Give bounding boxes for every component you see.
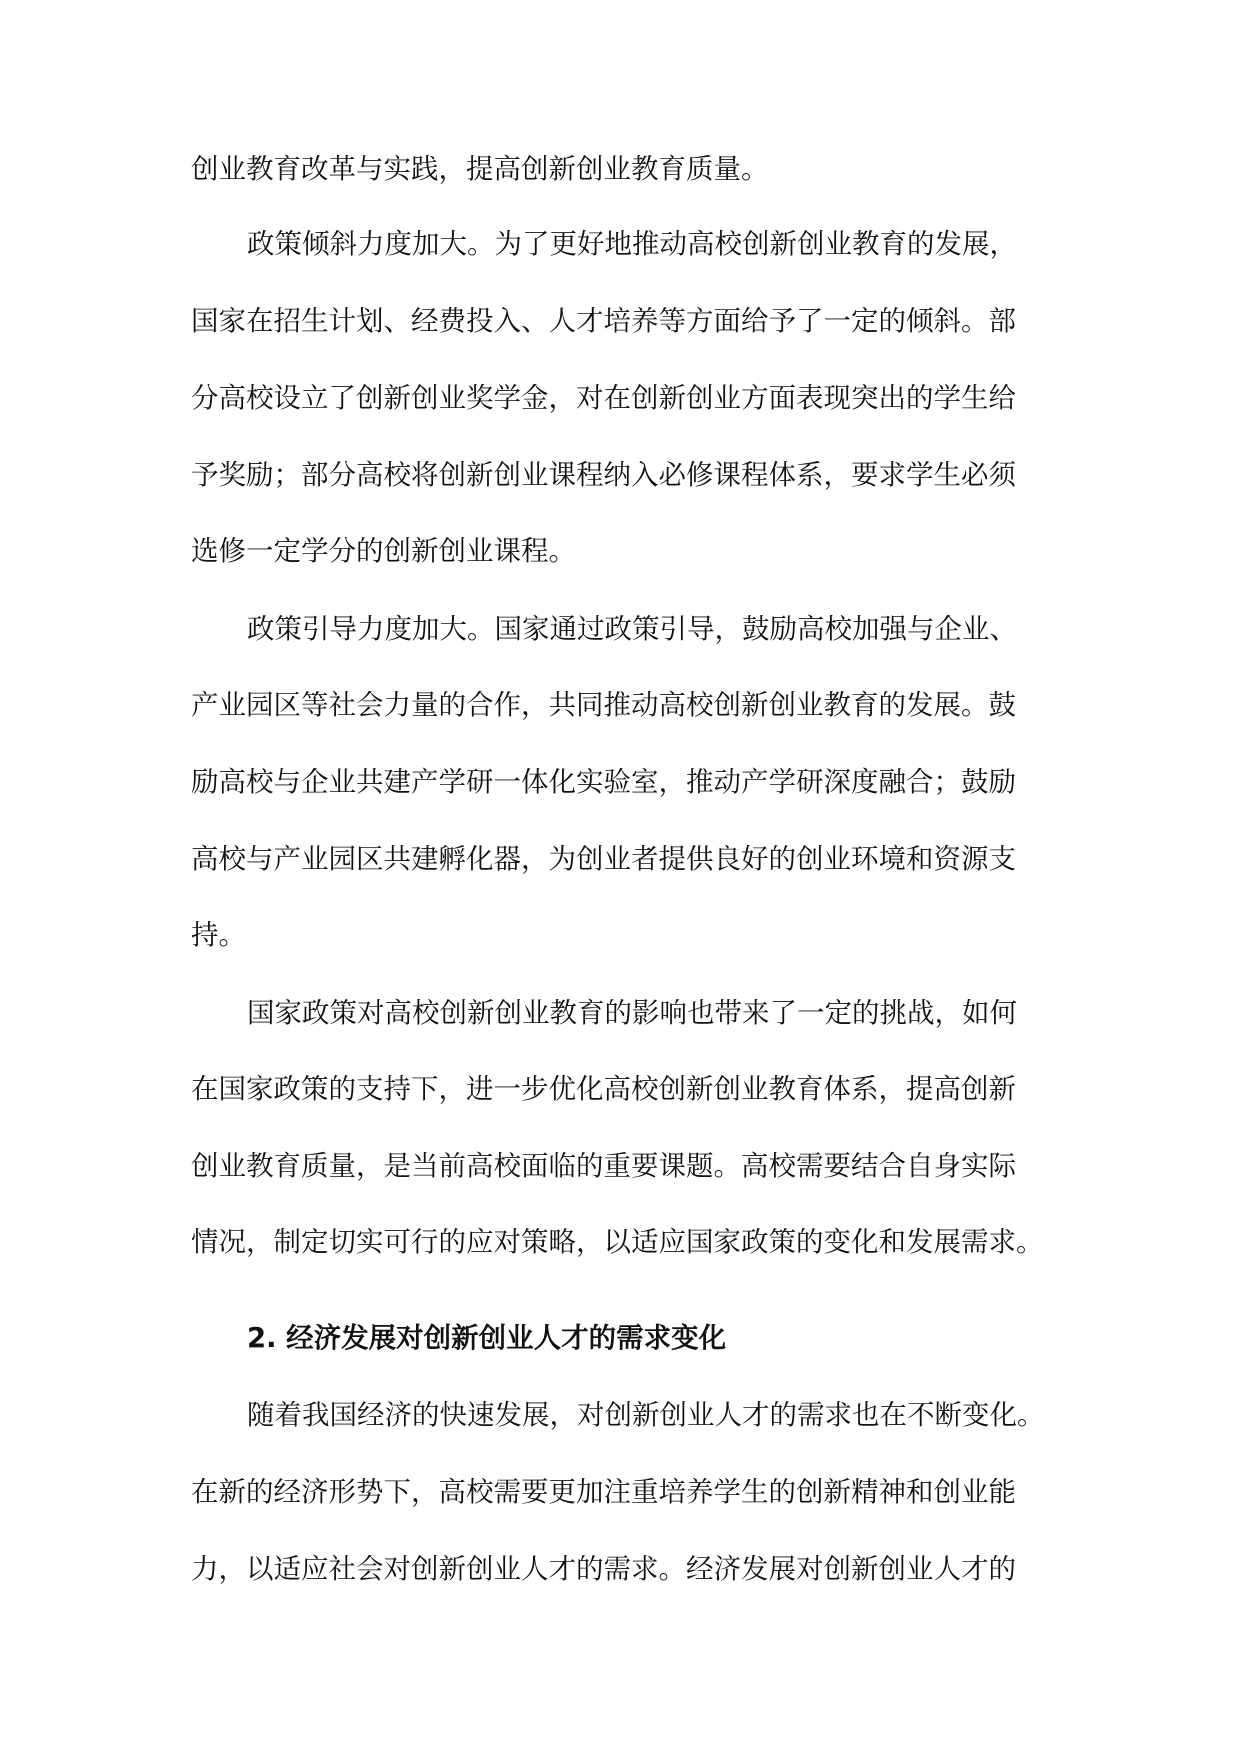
text-line: 随着我国经济的快速发展，对创新创业人才的需求也在不断变化。	[247, 1399, 1045, 1431]
text-line: 分高校设立了创新创业奖学金，对在创新创业方面表现突出的学生给	[191, 382, 1016, 414]
text-line: 创业教育改革与实践，提高创新创业教育质量。	[191, 153, 769, 185]
text-line: 国家在招生计划、经费投入、人才培养等方面给予了一定的倾斜。部	[191, 305, 1016, 337]
text-line: 力，以适应社会对创新创业人才的需求。经济发展对创新创业人才的	[191, 1553, 1016, 1585]
text-line: 创业教育质量，是当前高校面临的重要课题。高校需要结合自身实际	[191, 1150, 1016, 1182]
text-line: 高校与产业园区共建孵化器，为创业者提供良好的创业环境和资源支	[191, 843, 1016, 875]
text-line: 在国家政策的支持下，进一步优化高校创新创业教育体系，提高创新	[191, 1073, 1016, 1105]
text-line: 励高校与企业共建产学研一体化实验室，推动产学研深度融合；鼓励	[191, 766, 1016, 798]
text-line: 产业园区等社会力量的合作，共同推动高校创新创业教育的发展。鼓	[191, 689, 1016, 721]
text-line: 国家政策对高校创新创业教育的影响也带来了一定的挑战，如何	[247, 997, 1017, 1029]
section-heading: 2. 经济发展对创新创业人才的需求变化	[247, 1322, 727, 1354]
text-line: 予奖励；部分高校将创新创业课程纳入必修课程体系，要求学生必须	[191, 459, 1016, 491]
text-line: 政策倾斜力度加大。为了更好地推动高校创新创业教育的发展，	[247, 228, 1017, 260]
text-line: 政策引导力度加大。国家通过政策引导，鼓励高校加强与企业、	[247, 613, 1017, 645]
text-line: 持。	[191, 919, 246, 951]
text-line: 选修一定学分的创新创业课程。	[191, 535, 576, 567]
text-line: 情况，制定切实可行的应对策略，以适应国家政策的变化和发展需求。	[191, 1226, 1044, 1258]
text-line: 在新的经济形势下，高校需要更加注重培养学生的创新精神和创业能	[191, 1476, 1016, 1508]
